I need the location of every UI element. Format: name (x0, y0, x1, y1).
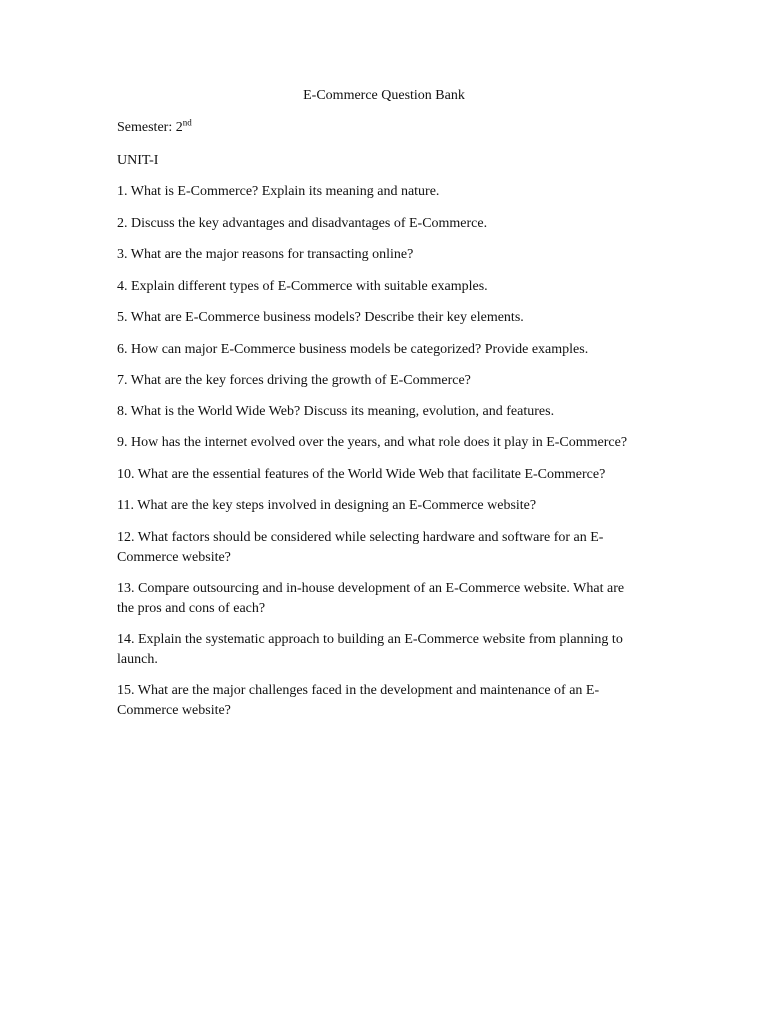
question-11: 11. What are the key steps involved in designing an E-Commerce website? (117, 498, 537, 513)
question-5: 5. What are E-Commerce business models? Describe their key elements. (117, 310, 524, 325)
question-6: 6. How can major E-Commerce business models be categorized? Provide examples. (117, 342, 589, 357)
unit-heading: UNIT-I (117, 153, 159, 168)
question-4: 4. Explain different types of E-Commerce with suitable examples. (117, 279, 488, 294)
question-7: 7. What are the key forces driving the growth of E-Commerce? (117, 373, 471, 388)
question-15: 15. What are the major challenges faced in the development and maintenance of an E-Commerce website? (117, 683, 600, 718)
question-9: 9. How has the internet evolved over the years, and what role does it play in E-Commerce? (117, 435, 628, 450)
question-10: 10. What are the essential features of the World Wide Web that facilitate E-Commerce? (117, 467, 606, 482)
question-14: 14. Explain the systematic approach to building an E-Commerce website from planning to launch. (117, 632, 623, 667)
question-8: 8. What is the World Wide Web? Discuss its meaning, evolution, and features. (117, 404, 555, 419)
question-13: 13. Compare outsourcing and in-house development of an E-Commerce website. What are the pros and cons of each? (117, 581, 625, 616)
document-title: E-Commerce Question Bank (303, 88, 465, 103)
semester-label: Semester: 2 (117, 120, 183, 135)
question-1: 1. What is E-Commerce? Explain its meaning and nature. (117, 184, 440, 199)
question-2: 2. Discuss the key advantages and disadvantages of E-Commerce. (117, 216, 488, 231)
semester-suffix: nd (182, 117, 192, 128)
semester-line (117, 118, 637, 138)
question-12: 12. What factors should be considered while selecting hardware and software for an E-Commerce website? (117, 530, 604, 565)
question-3: 3. What are the major reasons for transacting online? (117, 247, 414, 262)
